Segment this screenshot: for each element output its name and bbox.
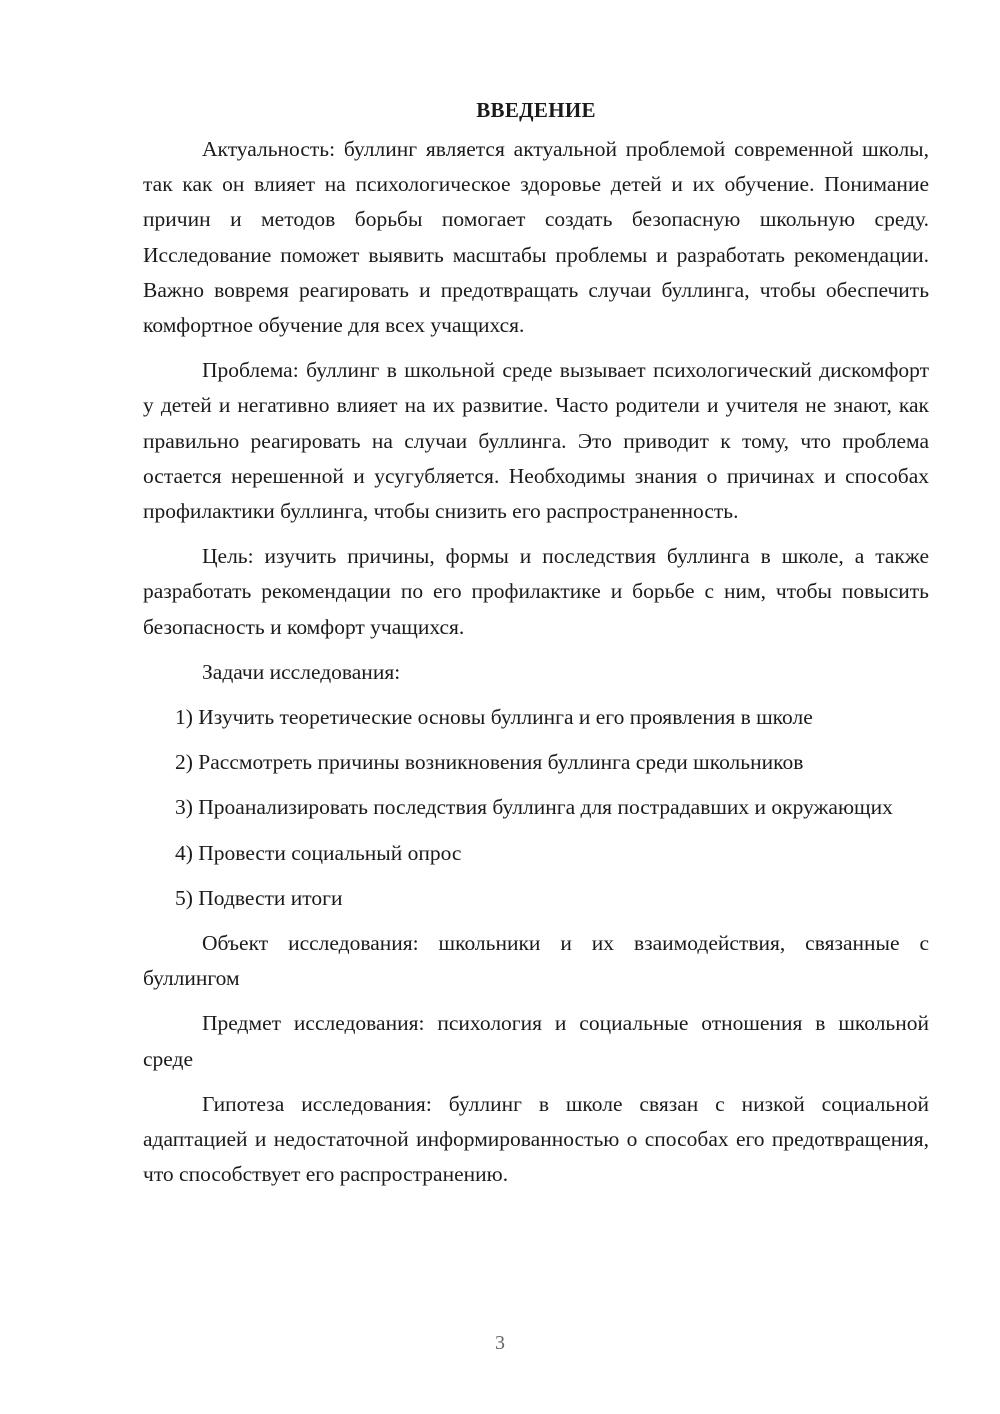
task-item: 5) Подвести итоги <box>175 885 343 910</box>
task-item: 3) Проанализировать последствия буллинга для пострадавших и окружающих <box>175 795 893 820</box>
task-item: 2) Рассмотреть причины возникновения буллинга среди школьников <box>175 750 804 775</box>
goal-paragraph: Цель: изучить причины, формы и последствия буллинга в школе, а также разработать рекомендации по его профилактике и борьбе с ним, чтобы повысить безопасность и комфорт учащихся. <box>143 544 929 639</box>
object-paragraph: Объект исследования: школьники и их взаимодействия, связанные с буллингом <box>143 931 929 991</box>
task-item: 4) Провести социальный опрос <box>175 840 462 865</box>
document-page <box>143 96 929 1192</box>
tasks-heading: Задачи исследования: <box>202 659 401 684</box>
subject-paragraph: Предмет исследования: психология и социальные отношения в школьной среде <box>143 1011 929 1071</box>
relevance-paragraph: Актуальность: буллинг является актуальной проблемой современной школы, так как он влияет на психологическое здоровье детей и их обучение. Понимание причин и методов борьбы помогает создать безопасную школьную среду. Исследование поможет выявить масштабы проблемы и разработать рекомендации. Важно вовремя реагировать и предотвращать случаи буллинга, чтобы обеспечить комфортное обучение для всех учащихся. <box>143 137 929 338</box>
task-item: 1) Изучить теоретические основы буллинга и его проявления в школе <box>175 705 813 730</box>
page-number: 3 <box>495 1332 505 1354</box>
section-title: ВВЕДЕНИЕ <box>476 98 596 122</box>
hypothesis-paragraph: Гипотеза исследования: буллинг в школе связан с низкой социальной адаптацией и недостаточной информированностью о способах его предотвращения, что способствует его распространению. <box>143 1091 929 1187</box>
problem-paragraph: Проблема: буллинг в школьной среде вызывает психологический дискомфорт у детей и негативно влияет на их развитие. Часто родители и учителя не знают, как правильно реагировать на случаи буллинга. Это приводит к тому, что проблема остается нерешенной и усугубляется. Необходимы знания о причинах и способах профилактики буллинга, чтобы снизить его распространенность. <box>143 358 929 524</box>
